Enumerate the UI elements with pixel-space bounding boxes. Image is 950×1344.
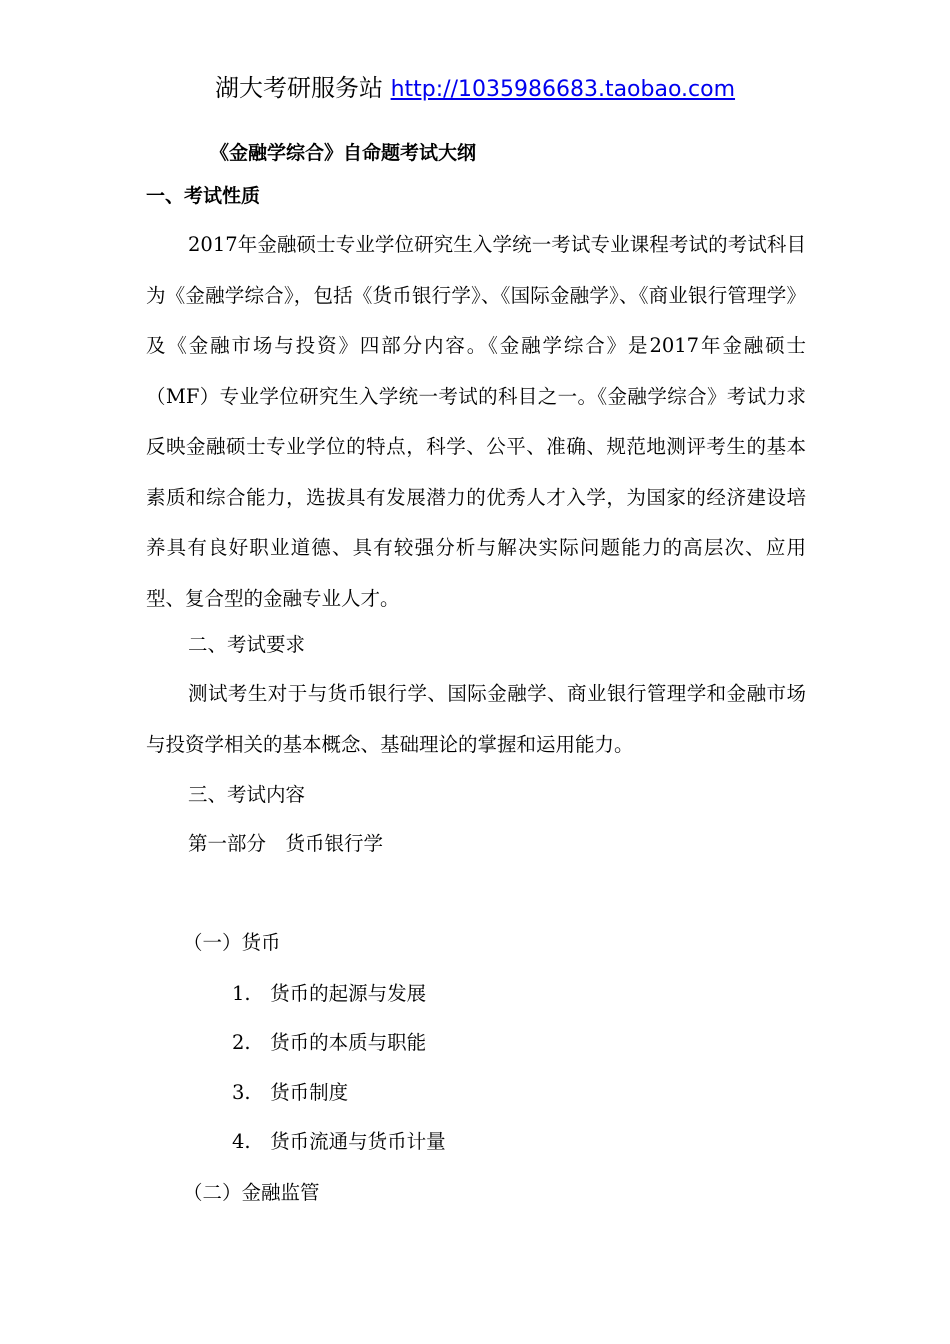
list-item: 1. 货币的起源与发展 bbox=[232, 982, 427, 1005]
subsection-heading-financial-supervision: （二）金融监管 bbox=[183, 1181, 320, 1204]
list-item: 2. 货币的本质与职能 bbox=[232, 1031, 427, 1054]
page-header bbox=[0, 70, 950, 108]
document-title: 《金融学综合》自命题考试大纲 bbox=[210, 142, 477, 164]
part-heading-money-banking: 第一部分 货币银行学 bbox=[188, 832, 384, 855]
subsection-heading-money: （一）货币 bbox=[183, 931, 281, 954]
section-heading-requirements: 二、考试要求 bbox=[188, 633, 306, 656]
section-body-requirements: 测试考生对于与货币银行学、国际金融学、商业银行管理学和金融市场与投资学相关的基本概念、基础理论的掌握和运用能力。 bbox=[146, 682, 806, 756]
section-heading-nature: 一、考试性质 bbox=[146, 185, 261, 207]
section-body-nature: 2017年金融硕士专业学位研究生入学统一考试专业课程考试的考试科目为《金融学综合》，包括《货币银行学》、《国际金融学》、《商业银行管理学》及《金融市场与投资》四部分内容。《金融学综合》是2017年金融硕士（MF）专业学位研究生入学统一考试的科目之一。《金融学综合》考试力求反映金融硕士专业学位的特点，科学、公平、准确、规范地测评考生的基本素质和综合能力，选拔具有发展潜力的优秀人才入学，为国家的经济建设培养具有良好职业道德、具有较强分析与解决实际问题能力的高层次、应用型、复合型的金融专业人才。 bbox=[146, 233, 806, 610]
list-item: 3. 货币制度 bbox=[232, 1081, 349, 1104]
site-name: 湖大考研服务站 bbox=[214, 74, 383, 102]
section-heading-content: 三、考试内容 bbox=[188, 783, 306, 806]
shop-link[interactable]: http://1035986683.taobao.com bbox=[390, 77, 736, 102]
list-item: 4. 货币流通与货币计量 bbox=[232, 1130, 446, 1153]
